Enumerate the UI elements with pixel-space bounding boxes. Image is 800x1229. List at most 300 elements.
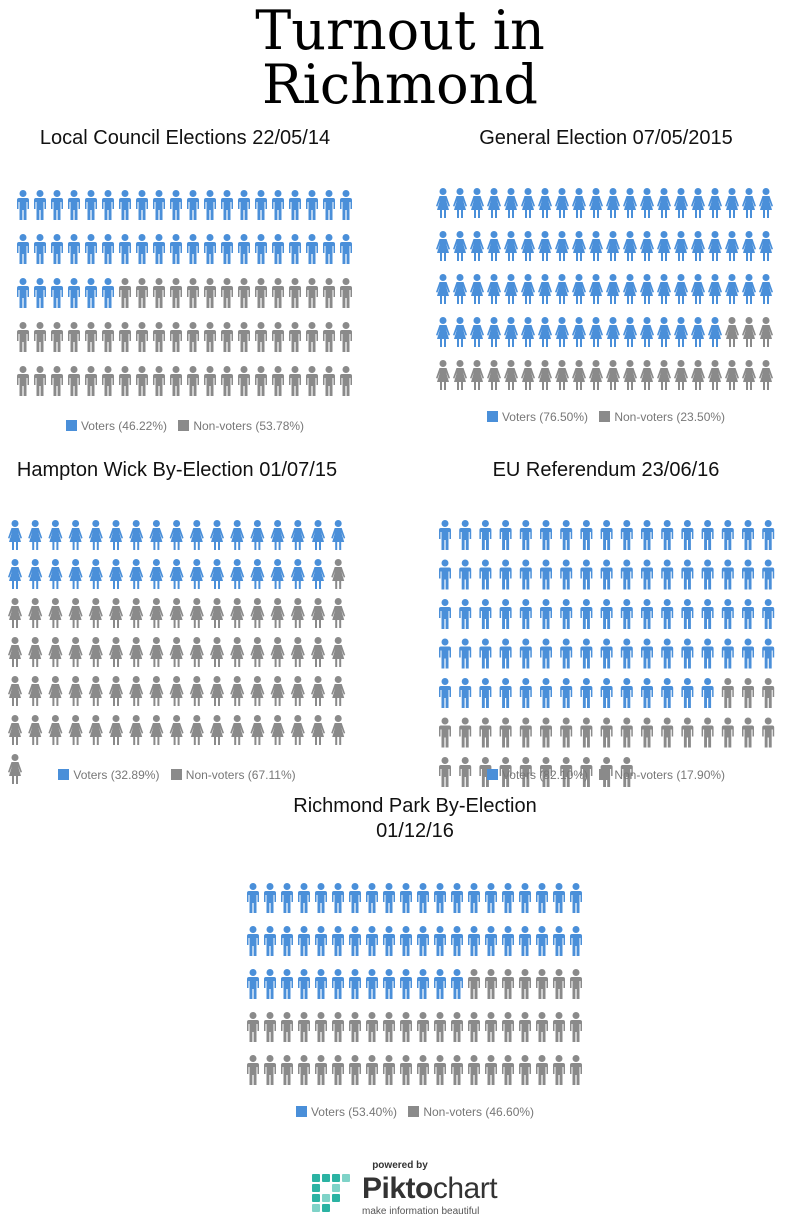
non-voter-female-person-icon	[230, 598, 244, 628]
legend-item-voters	[58, 768, 159, 782]
voter-male-person-icon	[641, 520, 653, 550]
non-voter-male-person-icon	[153, 322, 165, 352]
voter-male-person-icon	[479, 520, 491, 550]
voter-female-person-icon	[271, 559, 285, 589]
voter-female-person-icon	[504, 274, 518, 304]
non-voter-male-person-icon	[68, 322, 80, 352]
non-voter-male-person-icon	[187, 366, 199, 396]
voter-male-person-icon	[315, 883, 327, 913]
non-voter-male-person-icon	[264, 1055, 276, 1085]
non-voter-male-person-icon	[519, 969, 531, 999]
voter-male-person-icon	[332, 883, 344, 913]
non-voter-female-person-icon	[606, 360, 620, 390]
non-voter-male-person-icon	[289, 278, 301, 308]
voter-female-person-icon	[521, 188, 535, 218]
voter-male-person-icon	[68, 278, 80, 308]
chart-title-richmond-park	[230, 794, 600, 844]
non-voter-female-person-icon	[742, 317, 756, 347]
voter-female-person-icon	[589, 274, 603, 304]
non-voter-male-person-icon	[255, 278, 267, 308]
non-voter-male-person-icon	[417, 1012, 429, 1042]
non-voter-male-person-icon	[702, 718, 714, 748]
voter-male-person-icon	[762, 599, 774, 629]
voter-female-person-icon	[190, 520, 204, 550]
powered-by-label: powered by	[372, 1160, 428, 1171]
pictograph-richmond-park	[247, 883, 587, 1089]
voter-female-person-icon	[230, 520, 244, 550]
voter-female-person-icon	[691, 274, 705, 304]
non-voter-male-person-icon	[136, 278, 148, 308]
non-voter-male-person-icon	[580, 718, 592, 748]
voter-male-person-icon	[434, 969, 446, 999]
voter-female-person-icon	[504, 317, 518, 347]
non-voter-female-person-icon	[69, 598, 83, 628]
voter-male-person-icon	[434, 926, 446, 956]
voter-female-person-icon	[606, 274, 620, 304]
voter-female-person-icon	[640, 274, 654, 304]
brand-part-a: Pikto	[362, 1172, 433, 1205]
voter-female-person-icon	[470, 317, 484, 347]
voter-male-person-icon	[417, 883, 429, 913]
non-voter-male-person-icon	[434, 1012, 446, 1042]
voter-male-person-icon	[661, 520, 673, 550]
voter-male-person-icon	[500, 678, 512, 708]
legend-label-non-voters: Non-voters (17.90%)	[614, 768, 726, 782]
voter-female-person-icon	[453, 274, 467, 304]
legend-label-non-voters: Non-voters (46.60%)	[423, 1105, 535, 1119]
voter-male-person-icon	[272, 234, 284, 264]
voter-female-person-icon	[572, 231, 586, 261]
non-voter-female-person-icon	[28, 637, 42, 667]
non-voter-female-person-icon	[69, 715, 83, 745]
voter-male-person-icon	[722, 599, 734, 629]
legend-swatch-non-voters	[599, 411, 610, 422]
non-voter-male-person-icon	[417, 1055, 429, 1085]
voter-male-person-icon	[661, 599, 673, 629]
non-voter-female-person-icon	[250, 637, 264, 667]
non-voter-male-person-icon	[519, 1012, 531, 1042]
voter-female-person-icon	[742, 188, 756, 218]
voter-female-person-icon	[538, 188, 552, 218]
voter-female-person-icon	[28, 559, 42, 589]
non-voter-female-person-icon	[190, 598, 204, 628]
non-voter-male-person-icon	[306, 278, 318, 308]
voter-male-person-icon	[187, 234, 199, 264]
voter-male-person-icon	[681, 520, 693, 550]
non-voter-male-person-icon	[119, 322, 131, 352]
voter-male-person-icon	[221, 234, 233, 264]
non-voter-male-person-icon	[366, 1055, 378, 1085]
voter-female-person-icon	[691, 317, 705, 347]
voter-male-person-icon	[340, 234, 352, 264]
voter-male-person-icon	[136, 234, 148, 264]
legend-item-voters	[66, 419, 167, 433]
legend-label-voters: Voters (82.10%)	[501, 768, 588, 782]
voter-female-person-icon	[759, 231, 773, 261]
voter-male-person-icon	[580, 599, 592, 629]
voter-male-person-icon	[681, 599, 693, 629]
voter-female-person-icon	[640, 188, 654, 218]
chart-title-hampton-wick: Hampton Wick By-Election 01/07/15	[16, 459, 338, 481]
voter-male-person-icon	[500, 639, 512, 669]
voter-male-person-icon	[621, 599, 633, 629]
non-voter-male-person-icon	[434, 1055, 446, 1085]
voter-female-person-icon	[487, 188, 501, 218]
voter-female-person-icon	[725, 188, 739, 218]
voter-male-person-icon	[520, 560, 532, 590]
non-voter-female-person-icon	[331, 715, 345, 745]
non-voter-female-person-icon	[725, 360, 739, 390]
voter-female-person-icon	[555, 274, 569, 304]
non-voter-male-person-icon	[272, 322, 284, 352]
voter-male-person-icon	[315, 926, 327, 956]
voter-male-person-icon	[722, 520, 734, 550]
voter-male-person-icon	[221, 190, 233, 220]
non-voter-male-person-icon	[468, 1012, 480, 1042]
non-voter-male-person-icon	[315, 1055, 327, 1085]
voter-female-person-icon	[759, 188, 773, 218]
voter-male-person-icon	[459, 520, 471, 550]
legend-swatch-voters	[66, 420, 77, 431]
voter-male-person-icon	[417, 926, 429, 956]
voter-male-person-icon	[519, 883, 531, 913]
voter-female-person-icon	[572, 274, 586, 304]
non-voter-male-person-icon	[366, 1012, 378, 1042]
voter-male-person-icon	[153, 234, 165, 264]
voter-male-person-icon	[762, 520, 774, 550]
non-voter-female-person-icon	[657, 360, 671, 390]
non-voter-female-person-icon	[331, 676, 345, 706]
voter-male-person-icon	[468, 926, 480, 956]
pictograph-general-election	[436, 188, 776, 388]
voter-male-person-icon	[281, 883, 293, 913]
voter-female-person-icon	[210, 559, 224, 589]
voter-male-person-icon	[520, 520, 532, 550]
pictograph-local-council	[17, 190, 357, 396]
voter-male-person-icon	[349, 926, 361, 956]
voter-female-person-icon	[170, 520, 184, 550]
non-voter-female-person-icon	[210, 598, 224, 628]
voter-male-person-icon	[340, 190, 352, 220]
non-voter-male-person-icon	[136, 322, 148, 352]
voter-female-person-icon	[708, 274, 722, 304]
voter-male-person-icon	[762, 560, 774, 590]
non-voter-female-person-icon	[759, 360, 773, 390]
voter-male-person-icon	[332, 926, 344, 956]
voter-male-person-icon	[540, 520, 552, 550]
voter-female-person-icon	[623, 231, 637, 261]
voter-male-person-icon	[349, 969, 361, 999]
non-voter-female-person-icon	[331, 637, 345, 667]
voter-male-person-icon	[681, 678, 693, 708]
voter-male-person-icon	[722, 639, 734, 669]
non-voter-female-person-icon	[291, 637, 305, 667]
non-voter-female-person-icon	[470, 360, 484, 390]
voter-male-person-icon	[479, 678, 491, 708]
non-voter-male-person-icon	[68, 366, 80, 396]
non-voter-male-person-icon	[85, 322, 97, 352]
voter-male-person-icon	[661, 560, 673, 590]
voter-female-person-icon	[291, 559, 305, 589]
voter-male-person-icon	[264, 883, 276, 913]
voter-female-person-icon	[487, 317, 501, 347]
voter-female-person-icon	[674, 188, 688, 218]
voter-male-person-icon	[170, 190, 182, 220]
voter-female-person-icon	[657, 231, 671, 261]
non-voter-female-person-icon	[8, 715, 22, 745]
voter-male-person-icon	[601, 560, 613, 590]
voter-female-person-icon	[271, 520, 285, 550]
voter-male-person-icon	[332, 969, 344, 999]
non-voter-male-person-icon	[383, 1012, 395, 1042]
non-voter-male-person-icon	[221, 278, 233, 308]
voter-female-person-icon	[190, 559, 204, 589]
voter-female-person-icon	[331, 520, 345, 550]
voter-male-person-icon	[51, 234, 63, 264]
non-voter-female-person-icon	[640, 360, 654, 390]
voter-male-person-icon	[119, 234, 131, 264]
non-voter-female-person-icon	[89, 715, 103, 745]
non-voter-female-person-icon	[69, 637, 83, 667]
voter-female-person-icon	[691, 188, 705, 218]
legend-label-voters: Voters (53.40%)	[310, 1105, 397, 1119]
non-voter-male-person-icon	[238, 322, 250, 352]
voter-female-person-icon	[691, 231, 705, 261]
voter-male-person-icon	[68, 190, 80, 220]
voter-male-person-icon	[264, 969, 276, 999]
non-voter-male-person-icon	[221, 322, 233, 352]
voter-male-person-icon	[580, 520, 592, 550]
non-voter-female-person-icon	[109, 637, 123, 667]
voter-male-person-icon	[400, 969, 412, 999]
voter-female-person-icon	[129, 559, 143, 589]
non-voter-male-person-icon	[119, 366, 131, 396]
voter-male-person-icon	[540, 678, 552, 708]
non-voter-female-person-icon	[487, 360, 501, 390]
voter-male-person-icon	[51, 190, 63, 220]
voter-male-person-icon	[102, 234, 114, 264]
voter-female-person-icon	[623, 317, 637, 347]
voter-male-person-icon	[281, 926, 293, 956]
voter-male-person-icon	[366, 926, 378, 956]
voter-female-person-icon	[640, 317, 654, 347]
voter-female-person-icon	[8, 520, 22, 550]
voter-female-person-icon	[555, 231, 569, 261]
voter-female-person-icon	[708, 231, 722, 261]
piktochart-logo[interactable]	[310, 1172, 500, 1220]
non-voter-female-person-icon	[623, 360, 637, 390]
voter-male-person-icon	[298, 969, 310, 999]
voter-female-person-icon	[149, 559, 163, 589]
voter-male-person-icon	[34, 190, 46, 220]
voter-male-person-icon	[136, 190, 148, 220]
non-voter-female-person-icon	[210, 676, 224, 706]
chart-title-local-council: Local Council Elections 22/05/14	[39, 127, 331, 149]
non-voter-male-person-icon	[136, 366, 148, 396]
non-voter-male-person-icon	[485, 969, 497, 999]
voter-female-person-icon	[89, 559, 103, 589]
legend-swatch-voters	[296, 1106, 307, 1117]
non-voter-male-person-icon	[383, 1055, 395, 1085]
voter-female-person-icon	[504, 188, 518, 218]
voter-female-person-icon	[742, 274, 756, 304]
non-voter-female-person-icon	[230, 676, 244, 706]
voter-male-person-icon	[621, 520, 633, 550]
non-voter-male-person-icon	[540, 718, 552, 748]
voter-male-person-icon	[742, 639, 754, 669]
voter-male-person-icon	[34, 234, 46, 264]
voter-male-person-icon	[255, 190, 267, 220]
voter-female-person-icon	[109, 559, 123, 589]
non-voter-female-person-icon	[170, 598, 184, 628]
voter-male-person-icon	[298, 926, 310, 956]
non-voter-male-person-icon	[264, 1012, 276, 1042]
non-voter-male-person-icon	[502, 969, 514, 999]
non-voter-male-person-icon	[519, 1055, 531, 1085]
piktochart-tagline: make information beautiful	[362, 1206, 480, 1217]
non-voter-male-person-icon	[306, 366, 318, 396]
non-voter-male-person-icon	[681, 718, 693, 748]
voter-female-person-icon	[538, 274, 552, 304]
voter-male-person-icon	[641, 599, 653, 629]
non-voter-female-person-icon	[250, 715, 264, 745]
voter-female-person-icon	[487, 231, 501, 261]
non-voter-female-person-icon	[109, 715, 123, 745]
non-voter-male-person-icon	[340, 278, 352, 308]
non-voter-male-person-icon	[762, 718, 774, 748]
voter-female-person-icon	[28, 520, 42, 550]
non-voter-male-person-icon	[722, 678, 734, 708]
non-voter-male-person-icon	[289, 322, 301, 352]
non-voter-female-person-icon	[170, 637, 184, 667]
voter-male-person-icon	[560, 599, 572, 629]
legend-item-voters	[487, 768, 588, 782]
legend-item-voters	[487, 410, 588, 424]
legend-item-non-voters	[599, 768, 725, 782]
non-voter-female-person-icon	[291, 715, 305, 745]
voter-male-person-icon	[601, 639, 613, 669]
voter-male-person-icon	[520, 599, 532, 629]
non-voter-male-person-icon	[204, 278, 216, 308]
non-voter-male-person-icon	[187, 278, 199, 308]
non-voter-male-person-icon	[170, 322, 182, 352]
voter-male-person-icon	[580, 560, 592, 590]
voter-male-person-icon	[459, 639, 471, 669]
legend-item-non-voters	[599, 410, 725, 424]
voter-male-person-icon	[451, 969, 463, 999]
voter-female-person-icon	[589, 317, 603, 347]
non-voter-female-person-icon	[190, 637, 204, 667]
voter-male-person-icon	[621, 639, 633, 669]
voter-female-person-icon	[674, 274, 688, 304]
voter-male-person-icon	[500, 599, 512, 629]
voter-female-person-icon	[504, 231, 518, 261]
voter-male-person-icon	[439, 678, 451, 708]
non-voter-male-person-icon	[502, 1055, 514, 1085]
non-voter-male-person-icon	[485, 1012, 497, 1042]
non-voter-male-person-icon	[255, 322, 267, 352]
voter-male-person-icon	[502, 883, 514, 913]
non-voter-male-person-icon	[349, 1012, 361, 1042]
non-voter-male-person-icon	[502, 1012, 514, 1042]
non-voter-male-person-icon	[272, 366, 284, 396]
voter-male-person-icon	[702, 599, 714, 629]
voter-female-person-icon	[8, 559, 22, 589]
legend-label-voters: Voters (76.50%)	[501, 410, 588, 424]
non-voter-female-person-icon	[129, 598, 143, 628]
non-voter-male-person-icon	[742, 678, 754, 708]
non-voter-male-person-icon	[570, 1012, 582, 1042]
voter-male-person-icon	[264, 926, 276, 956]
voter-male-person-icon	[560, 639, 572, 669]
non-voter-male-person-icon	[289, 366, 301, 396]
voter-male-person-icon	[479, 599, 491, 629]
voter-male-person-icon	[238, 234, 250, 264]
voter-male-person-icon	[272, 190, 284, 220]
voter-male-person-icon	[119, 190, 131, 220]
non-voter-female-person-icon	[129, 637, 143, 667]
non-voter-male-person-icon	[479, 718, 491, 748]
non-voter-male-person-icon	[238, 366, 250, 396]
voter-female-person-icon	[572, 317, 586, 347]
non-voter-male-person-icon	[34, 366, 46, 396]
voter-male-person-icon	[298, 883, 310, 913]
non-voter-male-person-icon	[204, 322, 216, 352]
voter-male-person-icon	[247, 969, 259, 999]
voter-male-person-icon	[570, 883, 582, 913]
voter-female-person-icon	[470, 188, 484, 218]
voter-female-person-icon	[657, 188, 671, 218]
non-voter-female-person-icon	[89, 676, 103, 706]
voter-male-person-icon	[204, 190, 216, 220]
voter-male-person-icon	[306, 190, 318, 220]
voter-female-person-icon	[640, 231, 654, 261]
non-voter-male-person-icon	[553, 969, 565, 999]
non-voter-male-person-icon	[85, 366, 97, 396]
voter-male-person-icon	[641, 639, 653, 669]
voter-male-person-icon	[85, 278, 97, 308]
non-voter-female-person-icon	[708, 360, 722, 390]
voter-female-person-icon	[170, 559, 184, 589]
non-voter-female-person-icon	[149, 715, 163, 745]
voter-female-person-icon	[436, 231, 450, 261]
voter-male-person-icon	[459, 678, 471, 708]
chart-title-eu-referendum: EU Referendum 23/06/16	[492, 459, 720, 481]
non-voter-male-person-icon	[332, 1055, 344, 1085]
voter-male-person-icon	[255, 234, 267, 264]
non-voter-male-person-icon	[340, 322, 352, 352]
voter-female-person-icon	[521, 317, 535, 347]
voter-male-person-icon	[417, 969, 429, 999]
voter-male-person-icon	[742, 599, 754, 629]
non-voter-male-person-icon	[153, 366, 165, 396]
voter-male-person-icon	[439, 560, 451, 590]
non-voter-female-person-icon	[311, 676, 325, 706]
non-voter-male-person-icon	[553, 1055, 565, 1085]
non-voter-female-person-icon	[190, 676, 204, 706]
brand-part-b: chart	[432, 1172, 498, 1205]
non-voter-female-person-icon	[589, 360, 603, 390]
voter-female-person-icon	[487, 274, 501, 304]
non-voter-female-person-icon	[291, 676, 305, 706]
voter-male-person-icon	[187, 190, 199, 220]
voter-female-person-icon	[623, 188, 637, 218]
voter-female-person-icon	[742, 231, 756, 261]
voter-male-person-icon	[702, 560, 714, 590]
voter-female-person-icon	[555, 317, 569, 347]
non-voter-male-person-icon	[247, 1055, 259, 1085]
voter-male-person-icon	[451, 883, 463, 913]
